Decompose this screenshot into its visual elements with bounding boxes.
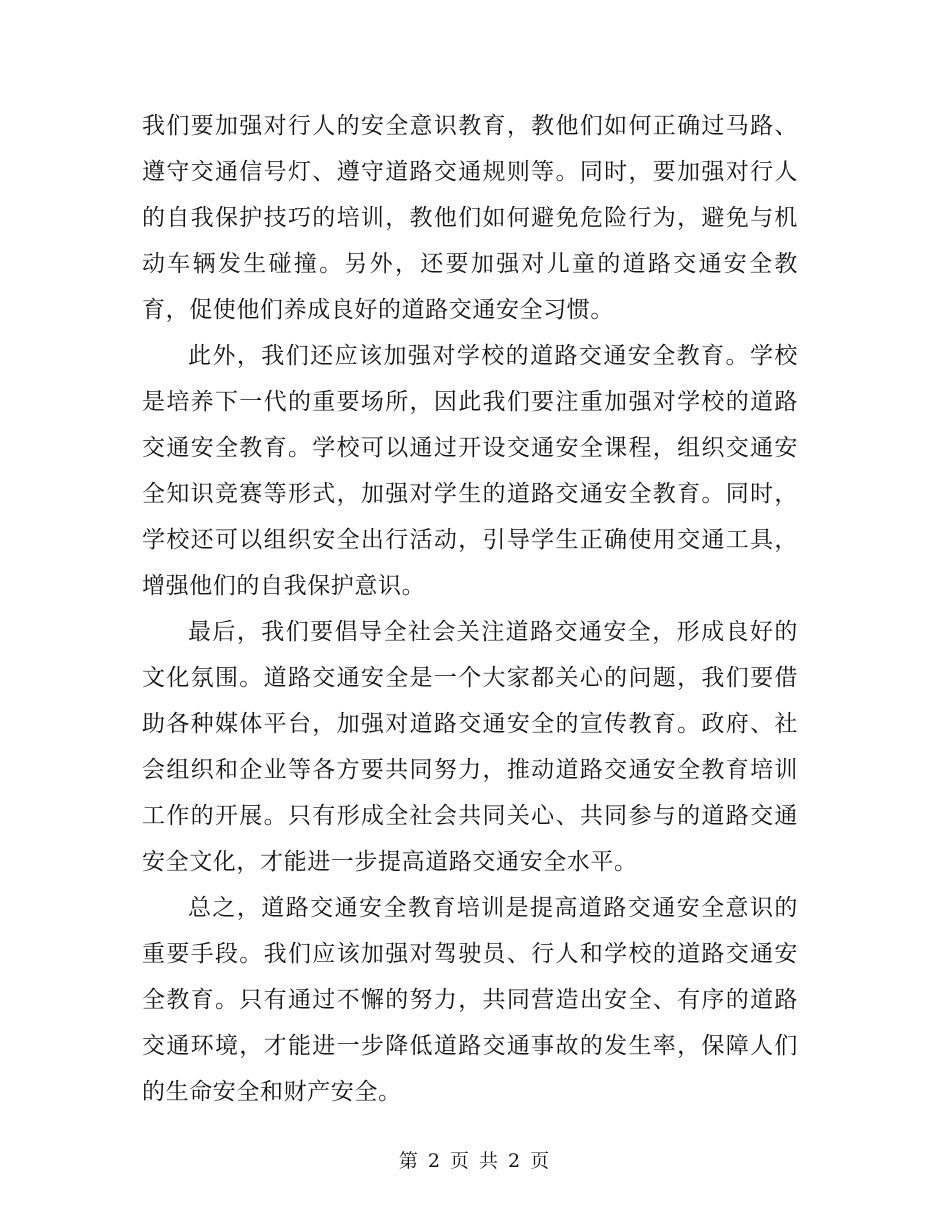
document-body <box>142 103 798 1115</box>
paragraph-conclusion: 总之，道路交通安全教育培训是提高道路交通安全意识的重要手段。我们应该加强对驾驶员、行人和学校的道路交通安全教育。只有通过不懈的努力，共同营造出安全、有序的道路交通环境，才能进一步降低道路交通事故的发生率，保障人们的生命安全和财产安全。 <box>142 895 798 1105</box>
paragraph-pedestrian-education: 我们要加强对行人的安全意识教育，教他们如何正确过马路、遵守交通信号灯、遵守道路交通规则等。同时，要加强对行人的自我保护技巧的培训，教他们如何避免危险行为，避免与机动车辆发生碰撞。另外，还要加强对儿童的道路交通安全教育，促使他们养成良好的道路交通安全习惯。 <box>142 113 798 323</box>
page-number-footer: 第 2 页 共 2 页 <box>398 1150 552 1172</box>
paragraph-school-education: 此外，我们还应该加强对学校的道路交通安全教育。学校是培养下一代的重要场所，因此我们要注重加强对学校的道路交通安全教育。学校可以通过开设交通安全课程，组织交通安全知识竞赛等形式，加强对学生的道路交通安全教育。同时，学校还可以组织安全出行活动，引导学生正确使用交通工具，增强他们的自我保护意识。 <box>142 343 798 599</box>
paragraph-social-culture: 最后，我们要倡导全社会关注道路交通安全，形成良好的文化氛围。道路交通安全是一个大家都关心的问题，我们要借助各种媒体平台，加强对道路交通安全的宣传教育。政府、社会组织和企业等各方要共同努力，推动道路交通安全教育培训工作的开展。只有形成全社会共同关心、共同参与的道路交通安全文化，才能进一步提高道路交通安全水平。 <box>142 619 798 875</box>
